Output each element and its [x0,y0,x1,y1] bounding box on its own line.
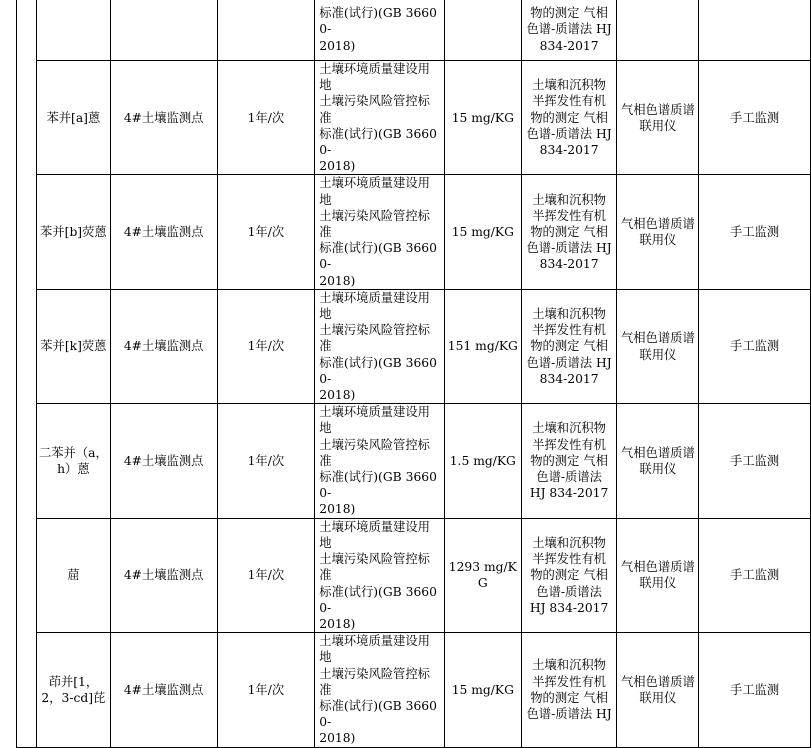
standard-cell-line: 标准(试行)(GB 36600- [319,584,437,615]
method-cell [521,289,617,403]
monitoring-point-cell: 4#土壤监测点 [110,518,217,632]
method-cell-line: 物的测定 气相 [530,6,608,21]
standard-cell-line: 土壤环境质量建设用地 [319,405,430,436]
pollutant-cell: 苯并[a]蒽 [36,61,110,175]
pollutant-cell [36,0,110,61]
method-cell [521,404,617,518]
pollutant-cell: 苯并[k]荧蒽 [36,289,110,403]
standard-cell-line: 2018) [319,502,356,517]
method-cell-line: 物的测定 气相 [530,339,608,354]
standard-cell-line: 土壤环境质量建设用地 [319,176,430,207]
standard-cell-line: 土壤污染风险管控标准 [319,94,430,125]
method-cell-line: 半挥发性有机 [532,208,606,223]
pollutant-cell: 苯并[b]荧蒽 [36,175,110,289]
method-cell-line: 半挥发性有机 [532,674,606,689]
monitoring-mode-cell: 手工监测 [699,289,811,403]
instrument-cell: 气相色谱质谱联用仪 [617,175,699,289]
method-cell-line: 834-2017 [539,143,599,158]
standard-cell [315,518,445,632]
monitoring-mode-cell: 手工监测 [699,404,811,518]
limit-cell: 15 mg/KG [444,633,521,747]
method-cell-line: 物的测定 气相 [530,690,608,705]
pollutant-cell: 二苯并（a，h）蒽 [36,404,110,518]
standard-cell-line: 2018) [319,273,356,288]
method-cell-line: 834-2017 [539,38,599,53]
table-row [17,633,811,747]
monitoring-mode-cell: 手工监测 [699,61,811,175]
limit-cell: 15 mg/KG [444,175,521,289]
table-row [17,518,811,632]
standard-cell [315,175,445,289]
method-cell-line: 物的测定 气相 [530,453,608,468]
monitoring-point-cell: 4#土壤监测点 [110,289,217,403]
instrument-cell: 气相色谱质谱联用仪 [617,518,699,632]
standard-cell-line: 土壤污染风险管控标准 [319,552,430,583]
frequency-cell: 1年/次 [217,404,315,518]
method-cell-line: 物的测定 气相 [530,110,608,125]
instrument-cell: 气相色谱质谱联用仪 [617,289,699,403]
monitoring-point-cell [110,0,217,61]
method-cell [521,61,617,175]
monitoring-point-cell: 4#土壤监测点 [110,404,217,518]
frequency-cell: 1年/次 [217,175,315,289]
instrument-cell: 气相色谱质谱联用仪 [617,633,699,747]
table-row [17,61,811,175]
table-row [17,404,811,518]
standard-cell-line: 标准(试行)(GB 36600- [319,6,437,37]
method-cell [521,0,617,61]
standard-cell [315,0,445,61]
method-cell-line: 物的测定 气相 [530,568,608,583]
standard-cell-line: 标准(试行)(GB 36600- [319,355,437,386]
pollutant-cell: 䓛 [36,518,110,632]
limit-cell: 1293 mg/KG [444,518,521,632]
limit-cell: 15 mg/KG [444,61,521,175]
method-cell-line: 土壤和沉积物 [532,78,606,93]
standard-cell-line: 土壤环境质量建设用地 [319,62,430,93]
monitoring-point-cell: 4#土壤监测点 [110,61,217,175]
limit-cell: 1.5 mg/KG [444,404,521,518]
method-cell [521,175,617,289]
standard-cell-line: 土壤污染风险管控标准 [319,666,430,697]
monitoring-table [16,0,811,748]
standard-cell-line: 2018) [319,616,356,631]
frequency-cell: 1年/次 [217,61,315,175]
standard-cell [315,404,445,518]
method-cell-line: 色谱-质谱法 HJ [526,22,612,37]
method-cell-line: 半挥发性有机 [532,552,606,567]
method-cell-line: 土壤和沉积物 [532,535,606,550]
method-cell-line: 半挥发性有机 [532,437,606,452]
table-row [17,175,811,289]
instrument-cell: 气相色谱质谱联用仪 [617,404,699,518]
limit-cell [444,0,521,61]
instrument-cell [617,0,699,61]
standard-cell-line: 土壤环境质量建设用地 [319,290,430,322]
monitoring-mode-cell: 手工监测 [699,633,811,747]
standard-cell-line: 标准(试行)(GB 36600- [319,241,437,272]
method-cell-line: 半挥发性有机 [532,94,606,109]
table-row [17,0,811,61]
method-cell-line: 色谱-质谱法 HJ [526,241,612,256]
standard-cell [315,61,445,175]
standard-cell-line: 土壤环境质量建设用地 [319,519,430,550]
method-cell-line: 色谱-质谱法 HJ [526,707,612,722]
standard-cell-line: 土壤环境质量建设用地 [319,634,430,665]
standard-cell-line: 2018) [319,731,356,746]
method-cell-line: 土壤和沉积物 [532,192,606,207]
method-cell-line: HJ 834-2017 [529,486,609,501]
method-cell-line: 色谱-质谱法 HJ [526,126,612,141]
standard-cell-line: 标准(试行)(GB 36600- [319,698,437,730]
instrument-cell: 气相色谱质谱联用仪 [617,61,699,175]
method-cell-line: HJ 834-2017 [529,600,609,615]
method-cell-line: 土壤和沉积物 [532,658,606,673]
standard-cell-line: 土壤污染风险管控标准 [319,323,430,354]
standard-cell-line: 2018) [319,388,356,403]
frequency-cell [217,0,315,61]
frequency-cell: 1年/次 [217,518,315,632]
left-margin-cell [17,0,37,747]
monitoring-mode-cell: 手工监测 [699,175,811,289]
method-cell-line: 物的测定 气相 [530,225,608,240]
standard-cell [315,289,445,403]
standard-cell-line: 2018) [319,159,356,174]
monitoring-point-cell: 4#土壤监测点 [110,175,217,289]
method-cell-line: 土壤和沉积物 [532,421,606,436]
table-row [17,289,811,403]
pollutant-cell: 茚并[1，2，3-cd]芘 [36,633,110,747]
monitoring-mode-cell: 手工监测 [699,518,811,632]
method-cell-line: 色谱-质谱法 [536,584,602,599]
limit-cell: 151 mg/KG [444,289,521,403]
method-cell-line: 色谱-质谱法 HJ [526,355,612,370]
method-cell [521,518,617,632]
method-cell-line: 834-2017 [539,371,599,386]
method-cell-line: 土壤和沉积物 [532,307,606,322]
standard-cell [315,633,445,747]
method-cell-line: 834-2017 [539,257,599,272]
monitoring-point-cell: 4#土壤监测点 [110,633,217,747]
standard-cell-line: 土壤污染风险管控标准 [319,437,430,468]
standard-cell-line: 标准(试行)(GB 36600- [319,470,437,501]
monitoring-mode-cell [699,0,811,61]
method-cell-line: 色谱-质谱法 [536,470,602,485]
frequency-cell: 1年/次 [217,289,315,403]
standard-cell-line: 标准(试行)(GB 36600- [319,126,437,158]
frequency-cell: 1年/次 [217,633,315,747]
method-cell [521,633,617,747]
method-cell-line: 半挥发性有机 [532,323,606,338]
standard-cell-line: 2018) [319,38,356,53]
standard-cell-line: 土壤污染风险管控标准 [319,208,430,240]
